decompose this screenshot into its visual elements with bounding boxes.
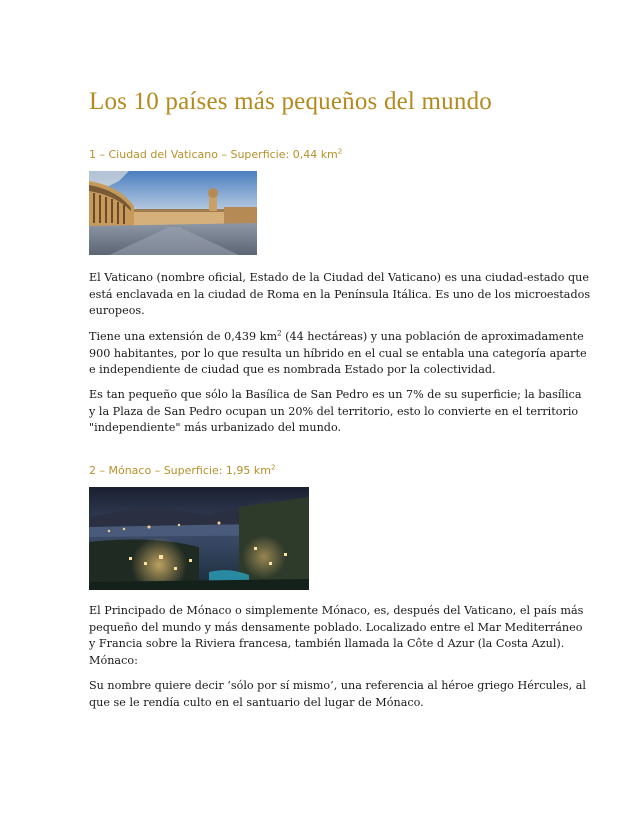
paragraph-vatican-1: [89, 270, 591, 320]
vatican-photo: [89, 171, 257, 255]
monaco-photo: [89, 487, 309, 590]
text-line: Es tan pequeño que sólo la Basílica de San Pedro es un 7% de su superficie; la basílica: [89, 388, 582, 401]
text-line: El Vaticano (nombre oficial, Estado de la Ciudad del Vaticano) es una ciudad-estado que: [89, 271, 589, 284]
text-line: e independiente de ciudad que es nombrada Estado por la colectividad.: [89, 363, 496, 376]
section-heading-vatican: [89, 148, 342, 161]
text-line: está enclavada en la ciudad de Roma en la Península Itálica. Es uno de los microestados: [89, 287, 591, 301]
text-line: pequeño del mundo y más densamente poblado. Localizado entre el Mar Mediterráneo: [89, 620, 583, 634]
section-heading-monaco: [89, 464, 275, 477]
text-line: Su nombre quiere decir ‘sólo por sí mismo’, una referencia al héroe griego Hércules, al: [89, 679, 586, 692]
text-line: y la Plaza de San Pedro ocupan un 20% del territorio, esto lo convierte en el territorio: [89, 404, 579, 418]
text-line: [89, 329, 584, 346]
text-segment: (44 hectáreas) y una población de aproximadamente: [281, 330, 584, 343]
paragraph-vatican-2: [89, 329, 587, 379]
page-title: Los 10 países más pequeños del mundo: [89, 88, 492, 115]
text-line: 900 habitantes, por lo que resulta un híbrido en el cual se entabla una categoría aparte: [89, 346, 587, 360]
text-line: que se le rendía culto en el santuario del lugar de Mónaco.: [89, 695, 424, 709]
text-line: europeos.: [89, 304, 145, 317]
text-segment: Tiene una extensión de 0,439 km: [89, 330, 278, 343]
text-line: El Principado de Mónaco o simplemente Mónaco, es, después del Vaticano, el país más: [89, 604, 584, 617]
superscript: 2: [271, 463, 276, 472]
paragraph-monaco-1: [89, 603, 584, 669]
text-line: y Francia sobre la Riviera francesa, también llamada la Côte d Azur (la Costa Azul).: [89, 637, 565, 650]
section-heading-text: 2 – Mónaco – Superficie: 1,95 km: [89, 464, 271, 477]
text-line: Mónaco:: [89, 653, 138, 667]
paragraph-vatican-3: [89, 387, 582, 437]
text-line: "independiente" más urbanizado del mundo.: [89, 421, 342, 434]
section-heading-text: 1 – Ciudad del Vaticano – Superficie: 0,44 km: [89, 148, 338, 161]
superscript: 2: [337, 147, 343, 156]
superscript: 2: [277, 329, 282, 338]
paragraph-monaco-2: [89, 678, 586, 711]
